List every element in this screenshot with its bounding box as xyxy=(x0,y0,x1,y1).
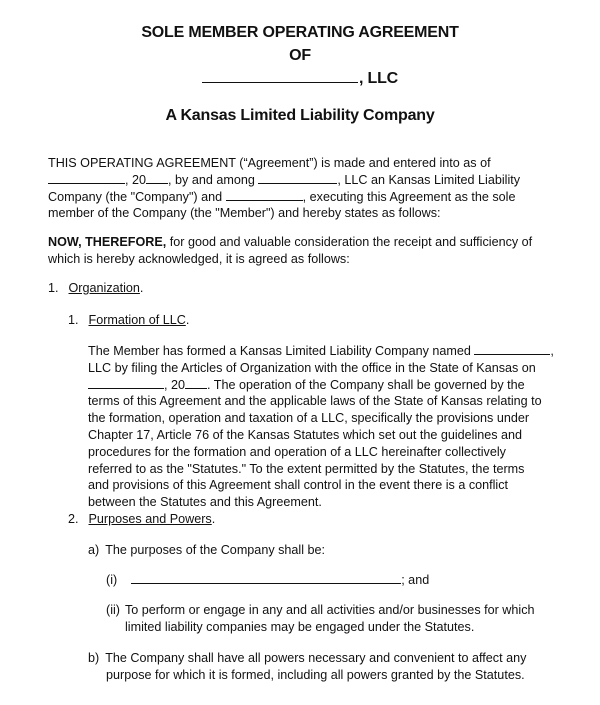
intro-line-1: THIS OPERATING AGREEMENT (“Agreement”) is made and entered into as of xyxy=(48,156,491,170)
party-name-blank[interactable] xyxy=(258,172,337,184)
member-name-blank[interactable] xyxy=(226,189,303,201)
document-title: SOLE MEMBER OPERATING AGREEMENT xyxy=(141,24,459,41)
item-ii: (ii) To perform or engage in any and all activities and/or businesses for which limited liability companies may be engaged under the Statutes. xyxy=(106,603,535,634)
section-1-heading: 1. Organization. xyxy=(48,281,144,295)
company-name-line xyxy=(0,68,600,89)
intro-line-2: , 20 , by and among , LLC an Kansas Limited Liability xyxy=(48,172,520,189)
organization-heading: Organization xyxy=(68,281,140,295)
intro-line-3: Company (the "Company") and , executing this Agreement as the sole xyxy=(48,189,516,204)
now-therefore-paragraph: NOW, THEREFORE, for good and valuable consideration the receipt and sufficiency of which is hereby acknowledged, it is agreed as follows: xyxy=(48,235,533,266)
item-a: a) The purposes of the Company shall be: xyxy=(88,543,326,557)
section-1-2-heading: 2. Purposes and Powers. xyxy=(68,512,216,526)
now-therefore-bold: NOW, THEREFORE, xyxy=(48,235,167,249)
intro-paragraph xyxy=(48,155,520,222)
intro-line-4: member of the Company (the "Member") and hereby states as follows: xyxy=(48,206,441,221)
document-subtitle: A Kansas Limited Liability Company xyxy=(165,107,435,124)
llc-name-blank[interactable] xyxy=(474,343,550,355)
purpose-blank[interactable] xyxy=(131,572,401,584)
filing-year-blank[interactable] xyxy=(185,377,207,389)
year-blank[interactable] xyxy=(146,172,168,184)
formation-heading: Formation of LLC xyxy=(88,313,186,327)
formation-paragraph: The Member has formed a Kansas Limited Liability Company named , LLC by filing the Articles of Organization with the office in the State of Kansas on , 20 . The operation of the Company shall be governed by the terms of this Agreement and the applicable laws of the State of Kansas relating to the formation, operation and taxation of a LLC, specifically the provisions under Chapter 17, Article 76 of the Kansas Statutes which set out the guidelines and procedures for the formation and operation of a LLC hereinafter collectively referred to as the "Statutes." To the extent permitted by the Statutes, the terms and provisions of this Agreement shall control in the event there is a conflict between the Statutes and this Agreement. xyxy=(88,344,554,510)
llc-suffix: , LLC xyxy=(359,70,398,87)
company-name-blank[interactable] xyxy=(202,68,358,83)
section-1-1-heading: 1. Formation of LLC. xyxy=(68,313,190,327)
item-i: (i) ; and xyxy=(106,573,430,587)
item-b: b) The Company shall have all powers necessary and convenient to affect any purpose for which it is formed, including all powers granted by the Statutes. xyxy=(88,651,527,682)
date-day-blank[interactable] xyxy=(48,172,125,184)
document-title-of: OF xyxy=(289,47,311,64)
filing-date-blank[interactable] xyxy=(88,377,164,389)
purposes-heading: Purposes and Powers xyxy=(88,512,212,526)
